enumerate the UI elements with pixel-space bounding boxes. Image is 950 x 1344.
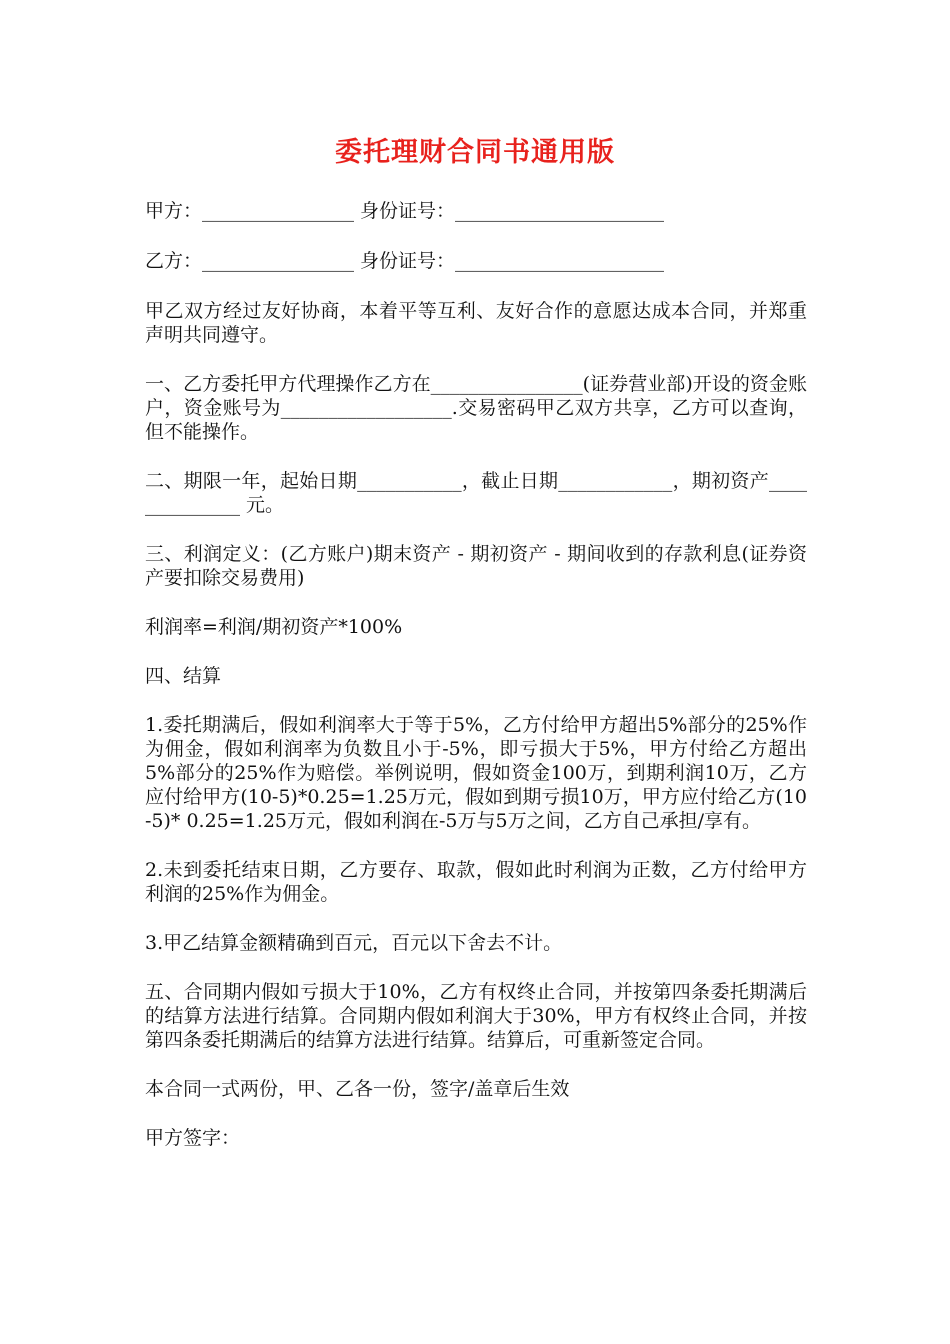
clause-1-paragraph: 一、乙方委托甲方代理操作乙方在________________(证券营业部)开设的资金账户，资金账号为__________________.交易密码甲乙双方共享，乙方可以查询，但不能操作。 [145, 373, 807, 443]
document-title: 委托理财合同书通用版 [335, 137, 615, 168]
profit-rate-formula: 利润率=利润/期初资产*100% [145, 616, 403, 638]
copies-statement: 本合同一式两份，甲、乙各一份，签字/盖章后生效 [145, 1078, 570, 1100]
document-body [145, 199, 807, 1175]
party-a-signature-label: 甲方签字： [145, 1127, 241, 1149]
clause-4-heading: 四、结算 [145, 665, 222, 687]
party-a-line: 甲方：________________ 身份证号：______________________ [145, 200, 665, 222]
preamble-paragraph: 甲乙双方经过友好协商，本着平等互利、友好合作的意愿达成本合同，并郑重声明共同遵守。 [145, 300, 807, 346]
clause-4-item-1: 1.委托期满后，假如利润率大于等于5%，乙方付给甲方超出5%部分的25%作为佣金，假如利润率为负数且小于-5%，即亏损大于5%，甲方付给乙方超出5%部分的25%作为赔偿。举例说明，假如资金100万，到期利润10万，乙方应付给甲方(10-5)*0.25=1.25万元，假如到期亏损10万，甲方应付给乙方(10-5)* 0.25=1.25万元，假如利润在-5万与5万之间，乙方自己承担/享有。 [145, 714, 807, 832]
clause-4-item-2: 2.未到委托结束日期，乙方要存、取款，假如此时利润为正数，乙方付给甲方利润的25%作为佣金。 [145, 859, 807, 905]
clause-4-item-3: 3.甲乙结算金额精确到百元，百元以下舍去不计。 [145, 932, 563, 954]
clause-5-paragraph: 五、合同期内假如亏损大于10%，乙方有权终止合同，并按第四条委托期满后的结算方法进行结算。合同期内假如利润大于30%，甲方有权终止合同，并按第四条委托期满后的结算方法进行结算。结算后，可重新签定合同。 [145, 981, 807, 1051]
clause-3-paragraph: 三、利润定义：(乙方账户)期末资产 - 期初资产 - 期间收到的存款利息(证券资产要扣除交易费用) [145, 543, 807, 589]
party-b-line: 乙方：________________ 身份证号：______________________ [145, 250, 665, 272]
clause-2-paragraph: 二、期限一年，起始日期___________，截止日期____________，期初资产______________ 元。 [145, 470, 807, 516]
